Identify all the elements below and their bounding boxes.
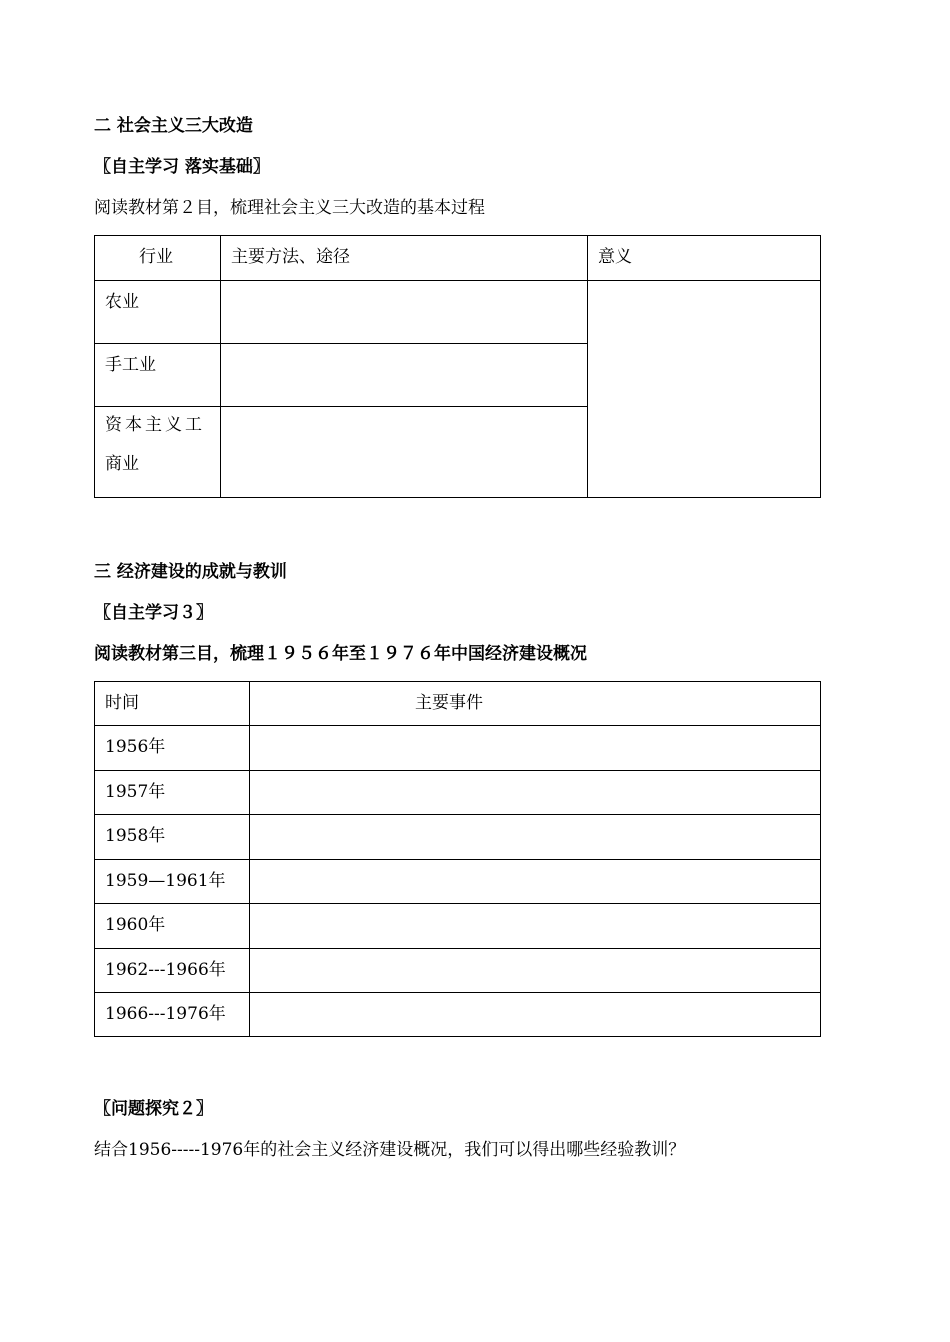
- time-cell: 1966---1976年: [95, 993, 250, 1037]
- event-cell[interactable]: [250, 949, 821, 993]
- time-cell: 1956年: [95, 726, 250, 771]
- header-method: 主要方法、途径: [221, 236, 588, 281]
- section-2-heading: 二 社会主义三大改造: [94, 116, 253, 136]
- event-cell[interactable]: [250, 771, 821, 815]
- event-cell[interactable]: [250, 726, 821, 771]
- event-cell[interactable]: [250, 860, 821, 904]
- row-agriculture-method-cell[interactable]: [221, 281, 588, 344]
- significance-cell[interactable]: [588, 281, 821, 498]
- row-handicraft-label: 手工业: [95, 344, 221, 407]
- section-2-instruction: 阅读教材第２目，梳理社会主义三大改造的基本过程: [94, 198, 485, 218]
- row-capitalist-commerce-method-cell[interactable]: [221, 407, 588, 498]
- event-cell[interactable]: [250, 815, 821, 860]
- row-agriculture-label: 农业: [95, 281, 221, 344]
- section-3-heading: 三 经济建设的成就与教训: [94, 562, 287, 582]
- time-cell: 1959—1961年: [95, 860, 250, 904]
- time-cell: 1957年: [95, 771, 250, 815]
- time-cell: 1960年: [95, 904, 250, 949]
- header-significance: 意义: [588, 236, 821, 281]
- time-cell: 1958年: [95, 815, 250, 860]
- section-3-tag: 〖自主学习３〗: [94, 603, 213, 623]
- section-3-instruction: 阅读教材第三目，梳理１９５６年至１９７６年中国经济建设概况: [94, 644, 587, 664]
- inquiry-tag: 〖问题探究２〗: [94, 1099, 213, 1119]
- section-2-tag: 〖自主学习 落实基础〗: [94, 157, 270, 177]
- header-time: 时间: [95, 682, 250, 726]
- row-capitalist-commerce-label: 资本主义工 商业: [95, 407, 221, 498]
- header-main-events: 主要事件: [250, 682, 821, 726]
- header-industry: 行业: [95, 236, 221, 281]
- economy-table: [94, 681, 821, 1037]
- event-cell[interactable]: [250, 993, 821, 1037]
- transformation-table: [94, 235, 821, 498]
- row-handicraft-method-cell[interactable]: [221, 344, 588, 407]
- event-cell[interactable]: [250, 904, 821, 949]
- time-cell: 1962---1966年: [95, 949, 250, 993]
- inquiry-question: 结合1956-----1976年的社会主义经济建设概况，我们可以得出哪些经验教训？: [94, 1140, 686, 1160]
